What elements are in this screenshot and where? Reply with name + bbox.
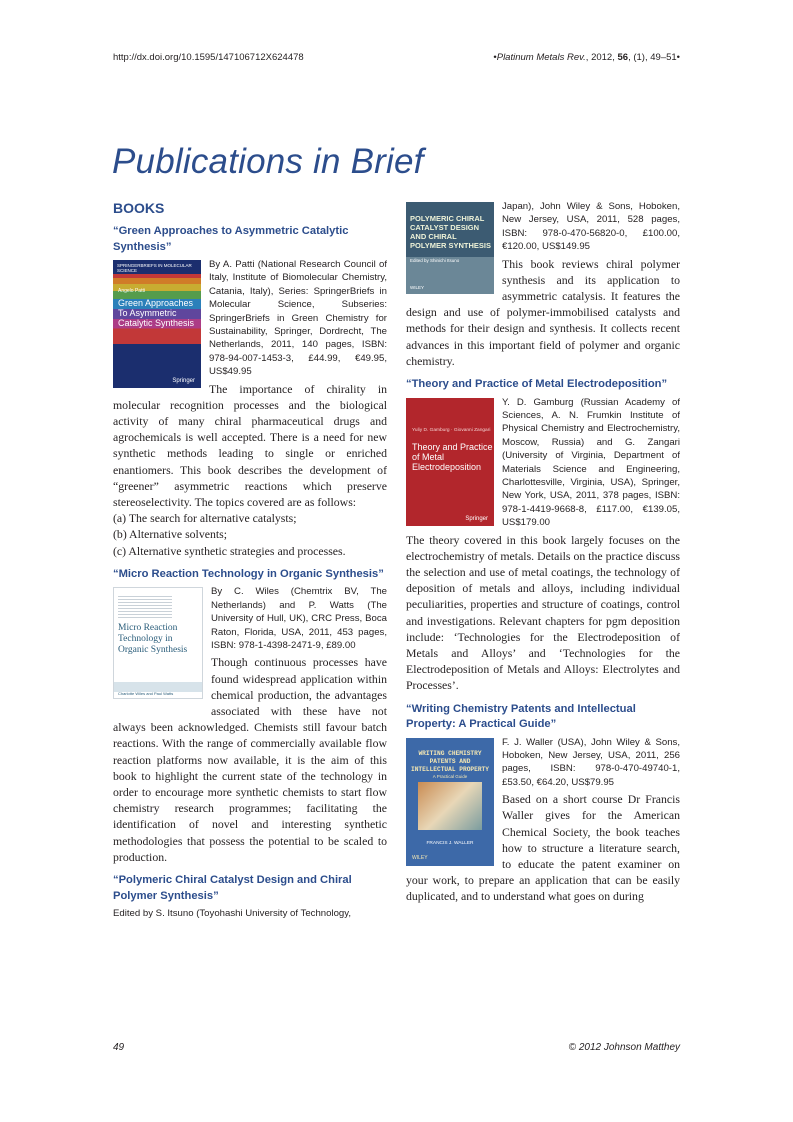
right-column xyxy=(406,200,680,905)
cover-publisher: WILEY xyxy=(410,285,425,290)
book-details: Japan), John Wiley & Sons, Hoboken, New Jersey, USA, 2011, 528 pages, ISBN: 978-0-470-56820-0, £100.00, €120.00, US$149.95 xyxy=(502,201,680,253)
cover-title: Theory and Practice of Metal Electrodeposition xyxy=(412,441,493,472)
journal-name: Platinum Metals Rev. xyxy=(496,52,586,63)
book-entry-metal-electrodeposition xyxy=(406,377,680,694)
cover-publisher: Springer xyxy=(172,378,195,384)
doi-link[interactable]: http://dx.doi.org/10.1595/147106712X624478 xyxy=(113,52,304,63)
book-details: F. J. Waller (USA), John Wiley & Sons, Hoboken, New Jersey, USA, 2011, 256 pages, ISBN: 978-0-470-49740-1, £53.50, €64.20, US$79.95 xyxy=(502,736,680,788)
book-entry-writing-patents xyxy=(406,702,680,905)
left-column xyxy=(113,200,387,920)
book-description: The theory covered in this book largely focuses on the electrochemistry of metals. Details on the practice discuss the selection and use of metal coatings, the technology of deposition of metals and alloys, including individual peculiarities, properties and structure of coatings, control and investigations. Relevant chapters for pgm deposition include: ‘Technologies for the Electrodeposition of Metals and Alloys’ and ‘Technologies for the Electrodeposition of Metals and Alloys: Electrolytes and Processes’. xyxy=(406,532,680,693)
book-description: Though continuous processes have found widespread application within chemical production, the advantages associated with these have not always been acknowledged. Chemists still favour batch reactions. With the range of commercially available flow reaction platforms now available, it is the aim of this book to highlight the current state of the technology in order to encourage more synthetic chemists to start flow chemistry research programmes; facilitating the identification of novel and interesting synthetic methodologies that possess the potential to be scaled to production. xyxy=(113,655,387,864)
book-entry-micro-reaction xyxy=(113,567,387,865)
cover-author: FRANCIS J. WALLER xyxy=(426,840,474,846)
cover-subtitle: A Practical Guide xyxy=(432,773,468,779)
book-entry-polymeric-chiral-cont xyxy=(406,200,680,369)
book-title: “Green Approaches to Asymmetric Catalytic Synthesis” xyxy=(113,225,349,253)
journal-issue-pages: (1), 49–51 xyxy=(633,52,677,63)
journal-volume: 56 xyxy=(617,52,629,63)
book-details: By C. Wiles (Chemtrix BV, The Netherlands) and P. Watts (The University of Hull, UK), CRC Press, Boca Raton, Florida, USA, 2011, 453 pages, ISBN: 978-1-4398-2471-9, £89.00 xyxy=(211,586,387,652)
copyright: © 2012 Johnson Matthey xyxy=(568,1042,680,1053)
book-cover-image xyxy=(113,260,201,388)
list-item: (a) The search for alternative catalysts; xyxy=(113,511,297,526)
section-heading: BOOKS xyxy=(113,200,165,216)
list-item: (c) Alternative synthetic strategies and processes. xyxy=(113,543,346,558)
book-cover-image xyxy=(406,202,494,294)
cover-authors: Charlotte Wiles and Paul Watts xyxy=(118,691,174,697)
cover-title: Green Approaches To Asymmetric Catalytic Synthesis xyxy=(118,298,195,328)
book-description: Based on a short course Dr Francis Waller gives for the American Chemical Society, the book teaches how to structure a literature search, to educate the patent examiner on your work, to prepare an application that can be easily duplicated, and to understand what goes on during xyxy=(406,792,680,904)
cover-author-bar xyxy=(114,682,202,697)
book-details: By A. Patti (National Research Council of Italy, Institute of Biomolecular Chemistry, Catania, Italy), Series: SpringerBriefs in Molecular Science, Subseries: SpringerBriefs in Green Chemistry for Sustainability, Springer, Dordrecht, The Netherlands, 2011, 140 pages, ISBN: 978-94-007-1453-3, £44.99, €49.95, US$49.95 xyxy=(209,259,387,378)
book-title: “Micro Reaction Technology in Organic Synthesis” xyxy=(113,567,384,580)
cover-illustration xyxy=(418,782,482,830)
book-cover-image xyxy=(406,738,494,866)
page-number: 49 xyxy=(113,1042,125,1053)
cover-author: Angelo Patti xyxy=(118,288,145,294)
cover-lines xyxy=(118,596,172,618)
cover-title: Micro Reaction Technology in Organic Synthesis xyxy=(118,623,188,656)
book-cover-image xyxy=(406,398,494,526)
book-details: Edited by S. Itsuno (Toyohashi University of Technology, xyxy=(113,908,352,920)
book-cover-image xyxy=(113,587,203,699)
book-title: “Theory and Practice of Metal Electrodeposition” xyxy=(406,378,668,391)
cover-publisher: Springer xyxy=(465,515,488,522)
cover-title: POLYMERIC CHIRAL CATALYST DESIGN AND CHIRAL POLYMER SYNTHESIS xyxy=(410,214,491,250)
page-title: Publications in Brief xyxy=(112,142,424,181)
book-details: Y. D. Gamburg (Russian Academy of Sciences, A. N. Frumkin Institute of Physical Chemistry and Electrochemistry, Moscow, Russia) and G. Zangari (University of Virginia, Department of Materials Science and Engineering, Charlottesville, Virginia, USA), Springer, New York, USA, 2011, 378 pages, ISBN: 978-1-4419-9668-8, £117.00, €139.05, US$179.00 xyxy=(502,396,680,529)
book-description: This book reviews chiral polymer synthesis and its application to asymmetric catalysis. It features the design and use of polymer-immobilised catalysts and methods for their design and synthesis. It collects recent advances in this important field of polymer and organic chemistry. xyxy=(406,256,680,368)
book-entry-green-approaches xyxy=(113,224,387,559)
book-title: “Writing Chemistry Patents and Intellectual Property: A Practical Guide” xyxy=(406,702,636,731)
journal-year: 2012, xyxy=(591,52,615,63)
cover-title: WRITING CHEMISTRY PATENTS AND INTELLECTUAL PROPERTY xyxy=(411,749,489,773)
cover-publisher: WILEY xyxy=(412,854,428,861)
cover-authors: Yuliy D. Gamburg · Giovanni Zangari xyxy=(412,427,491,433)
cover-series: SPRINGERBRIEFS IN MOLECULAR SCIENCE xyxy=(117,263,192,273)
list-item: (b) Alternative solvents; xyxy=(113,527,228,542)
book-description: The importance of chirality in molecular recognition processes and the biological activity of many chiral pharmaceutical drugs and agrochemicals is well accepted. There is a need for new synthetic methods leading to single or enriched enantiomers. This book describes the development of “greener” asymmetric reactions which preserve stereoselectivity. The topics covered are as follows: xyxy=(113,381,387,510)
journal-citation: •Platinum Metals Rev., 2012, 56, (1), 49–51• xyxy=(493,52,680,63)
book-title: “Polymeric Chiral Catalyst Design and Chiral Polymer Synthesis” xyxy=(113,874,352,902)
cover-editor: Edited by Shinichi Itsuno xyxy=(410,258,460,263)
book-entry-polymeric-chiral xyxy=(113,873,387,920)
